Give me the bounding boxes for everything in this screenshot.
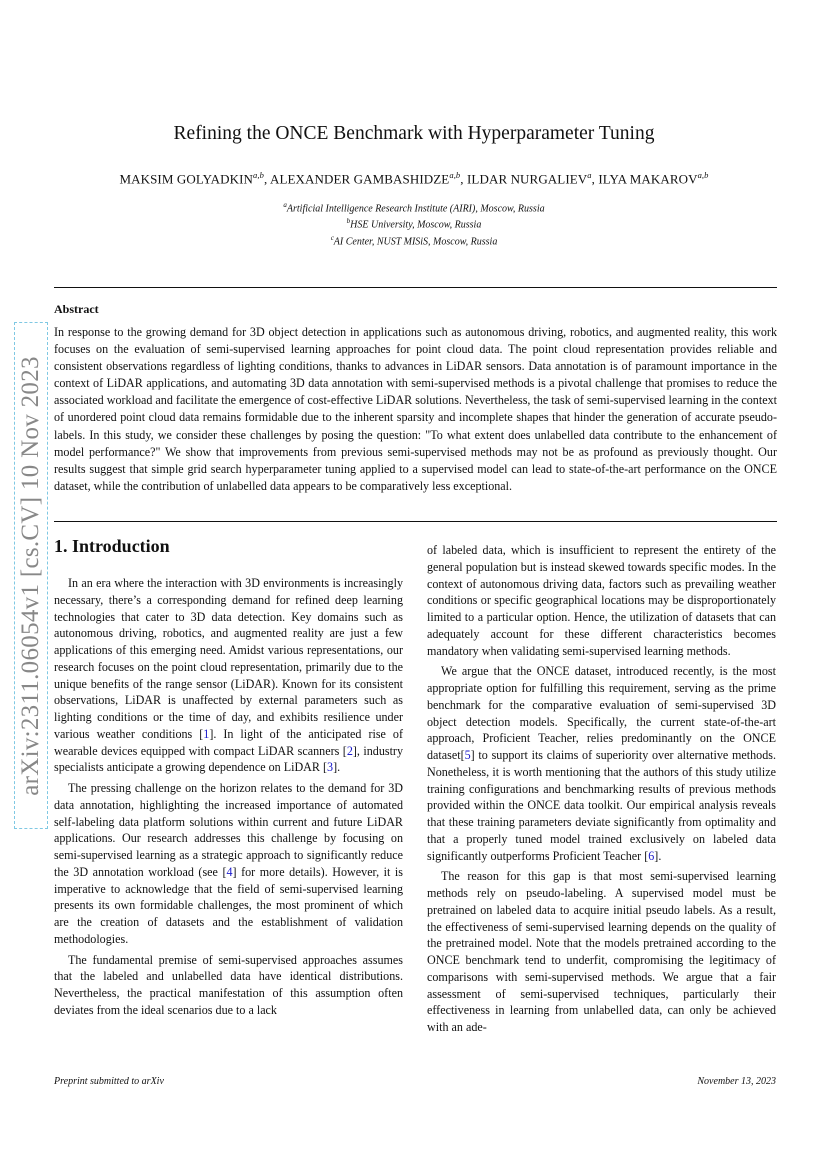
author-affiliation-marker: a,b xyxy=(449,170,461,180)
paper-title: Refining the ONCE Benchmark with Hyperparameter Tuning xyxy=(173,123,655,144)
citation-link[interactable]: 4 xyxy=(226,864,233,879)
affiliation-text: Artificial Intelligence Research Institute (AIRI), Moscow, Russia xyxy=(286,203,545,215)
body-paragraph xyxy=(54,780,403,948)
affiliation-marker: b xyxy=(346,217,351,226)
author-affiliation-marker: a,b xyxy=(253,170,264,180)
author-name: ALEXANDER GAMBASHIDZE xyxy=(269,171,450,187)
paragraph-text: The pressing challenge on the horizon relates to the demand for 3D data annotation, highlighting the increased importance of automated self-labeling data platform solutions within current and future LiDAR applications. Our research addresses this challenge by focusing on semi-supervised learning as a strategic approach to significantly reduce the 3D annotation workload (see [ xyxy=(54,781,403,879)
left-column xyxy=(54,575,403,1019)
affiliation-marker: a xyxy=(283,201,287,209)
paragraph-text: In an era where the interaction with 3D environments is increasingly necessary, there’s a corresponding demand for refined deep learning technologies that cater to 3D data detection. Key domains such as autonomous driving, robotics, and augmented reality are just a few applications of this emerging need. Amidst various representations, our research focuses on the point cloud representation, primarily due to the unique benefits of the range sensor (LiDAR). Known for its consistent observations, LiDAR is unaffected by external parameters such as lighting conditions or the time of day, and exhibits resilience under various weather conditions [ xyxy=(54,576,403,741)
paragraph-text: ] to support its claims of superiority over alternative methods. Nonetheless, it is worth mentioning that the authors of this study utilize training configurations and benchmarking results of previous methods provided within the ONCE data toolkit. Our empirical analysis reveals that these training parameters deviate significantly from optimality and that a properly tuned model trained exclusively on labeled data significantly outperforms Proficient Teacher [ xyxy=(427,748,776,863)
author-name: MAKSIM GOLYADKIN xyxy=(119,171,254,187)
abstract-heading: Abstract xyxy=(54,302,99,316)
citation-link[interactable]: 5 xyxy=(464,748,471,762)
arxiv-identifier-text: arXiv:2311.06054v1 [cs.CV] 10 Nov 2023 xyxy=(17,355,44,796)
citation-link[interactable]: 1 xyxy=(203,726,210,741)
top-divider xyxy=(54,287,777,288)
affiliation-line xyxy=(0,215,828,231)
affiliation-line xyxy=(0,232,828,248)
author-name: ILYA MAKAROV xyxy=(598,171,698,187)
bottom-divider xyxy=(54,521,777,522)
arxiv-identifier-link[interactable] xyxy=(14,322,48,829)
affiliation-text: AI Center, NUST MISiS, Moscow, Russia xyxy=(333,235,498,247)
author-list: MAKSIM GOLYADKIN$^{a,b}$, ALEXANDER GAMBASHIDZE$^{a,b}$, ILDAR NURGALIEV$^a$, ILYA MAKAROV$^{a,b}$ xyxy=(119,170,709,187)
body-paragraph xyxy=(54,952,403,1019)
paragraph-text: ] for more details). However, it is imperative to acknowledge that the field of semi-supervised learning presents its own formidable challenges, the most prominent of which are the creation of datasets and the establishment of validation methodologies. xyxy=(54,864,403,946)
right-column xyxy=(427,542,776,1036)
paragraph-text: We argue that the ONCE dataset, introduced recently, is the most appropriate option for fulfilling this requirement, serving as the prime benchmark for the comparative evaluation of semi-supervised 3D object detection models. Specifically, the current state-of-the-art approach, Proficient Teacher, relies predominantly on the ONCE dataset[ xyxy=(427,664,776,762)
author-affiliation-marker: a xyxy=(587,170,592,180)
footer-date: November 13, 2023 xyxy=(697,1076,776,1087)
footer-preprint-note: Preprint submitted to arXiv xyxy=(54,1076,164,1087)
paragraph-text: of labeled data, which is insufficient to represent the entirety of the general population but is instead skewed towards specific modes. In the context of autonomous driving data, factors such as prevailing weather conditions or specific geographical locations may be disproportionately limited to a particular option. Hence, the utilization of datasets that can adequately account for these different characteristics becomes mandatory when validating semi-supervised learning methods. xyxy=(427,543,776,658)
affiliation-line xyxy=(0,199,828,215)
author-affiliation-marker: a,b xyxy=(697,170,709,180)
section-heading-introduction: 1. Introduction xyxy=(54,536,170,556)
citation-link[interactable]: 2 xyxy=(346,743,353,758)
affiliation-text: HSE University, Moscow, Russia xyxy=(350,219,482,231)
paragraph-text: ], industry specialists anticipate a growing dependence on LiDAR [ xyxy=(54,743,404,775)
paragraph-text: The fundamental premise of semi-supervised approaches assumes that the labeled and unlabelled data have identical distributions. Nevertheless, the practical manifestation of this assumption often deviates from the ideal scenarios due to a lack xyxy=(54,952,403,1017)
body-paragraph xyxy=(427,868,776,1036)
abstract-text: In response to the growing demand for 3D object detection in applications such as autonomous driving, robotics, and augmented reality, this work focuses on the evaluation of semi-supervised learning approaches for point cloud data. The point cloud representation provides reliable and consistent observations regardless of lighting conditions, thanks to advances in LiDAR sensors. Data annotation is of paramount importance in the context of LiDAR applications, and automating 3D data annotation with semi-supervised methods is a pivotal challenge that promises to reduce the associated workload and facilitate the emergence of cost-effective LiDAR solutions. Nevertheless, the task of semi-supervised learning in the context of unordered point cloud data remains formidable due to the inherent sparsity and incomplete shapes that hinder the generation of accurate pseudo-labels. In this study, we consider these challenges by posing the question: "To what extent does unlabelled data contribute to the enhancement of model performance?" We show that improvements from previous semi-supervised methods may not be as profound as previously thought. Our results suggest that simple grid search hyperparameter tuning applied to a supervised model can lead to state-of-the-art performance on the ONCE dataset, while the contribution of unlabelled data appears to be comparatively less exceptional. xyxy=(54,325,777,493)
affiliation-marker: c xyxy=(330,233,334,242)
paragraph-text: ]. xyxy=(333,760,341,775)
affiliation-list xyxy=(0,199,828,248)
body-paragraph xyxy=(54,575,403,776)
paragraph-text: The reason for this gap is that most semi-supervised learning methods rely on pseudo-labeling. A supervised model must be pretrained on labeled data to acquire initial pseudo labels. As a result, the effectiveness of semi-supervised learning depends on the quality of the pretrained model. Note that the models pretrained according to the ONCE benchmark tend to underfit, compromising the legitimacy of comparisons with semi-supervised methods. We argue that a fair assessment of semi-supervised techniques, particularly their effectiveness in learning from unlabelled data, can only be achieved with an ade- xyxy=(427,869,776,1034)
body-paragraph xyxy=(427,542,776,659)
body-paragraph xyxy=(427,663,776,864)
paragraph-text: ]. In light of the anticipated rise of wearable devices equipped with compact LiDAR scanners [ xyxy=(54,726,403,758)
paragraph-text: ]. xyxy=(654,848,662,863)
citation-link[interactable]: 3 xyxy=(327,760,334,775)
citation-link[interactable]: 6 xyxy=(648,848,655,863)
author-name: ILDAR NURGALIEV xyxy=(467,171,588,187)
